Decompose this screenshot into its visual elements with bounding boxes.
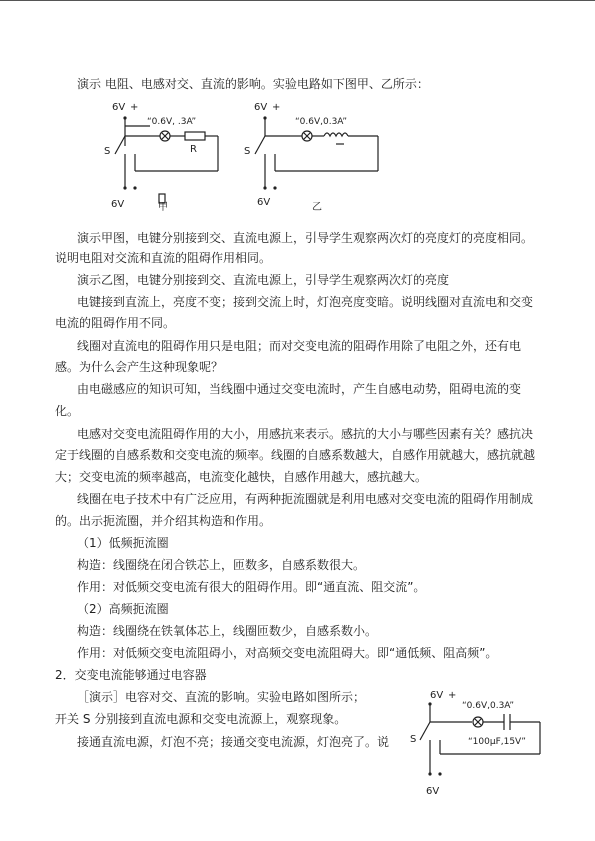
bing-capacitor-label: “100μF,15V” — [468, 737, 526, 747]
paragraph-line: 化。 — [55, 404, 80, 418]
yi-caption: 乙 — [312, 202, 322, 213]
paragraph-line: 构造：线圈绕在铁氧体芯上，线圈匝数少，自感系数小。 — [77, 624, 378, 638]
jia-bottom-voltage: 6V — [111, 199, 125, 210]
paragraph-line: 电感对交变电流阻碍作用的大小，用感抗来表示。感抗的大小与哪些因素有关？感抗决 — [77, 427, 534, 441]
yi-switch-label: S — [244, 146, 251, 157]
bing-switch-label: S — [410, 734, 417, 745]
circuit-diagrams-jia-yi — [90, 96, 390, 214]
bing-top-voltage: 6V — [430, 690, 444, 701]
section-heading: 2．交变电流能够通过电容器 — [55, 668, 207, 682]
paragraph-line: 作用：对低频交变电流有很大的阻碍作用。即“通直流、阻交流”。 — [77, 580, 426, 594]
paragraph-line: 说明电阻对交流和直流的阻碍作用相同。 — [55, 251, 272, 265]
paragraph-line: 电流的阻碍作用不同。 — [55, 316, 176, 330]
bing-lamp-label: “0.6V,0.3A” — [462, 701, 515, 711]
paragraph-line: 开关 S 分别接到直流电源和交变电流源上，观察现象。 — [55, 712, 347, 726]
paragraph-line: 线圈在电子技术中有广泛应用，有两种扼流圈就是利用电感对交变电流的阻碍作用制成 — [77, 492, 534, 506]
subheading-high-freq: （2）高频扼流圈 — [77, 602, 169, 616]
jia-resistor-label: R — [190, 144, 197, 155]
paragraph-line: 定于线圈的自感系数和交变电流的频率。线圈的自感系数越大，自感作用就越大，感抗就越 — [55, 448, 536, 462]
paragraph-line: 构造：线圈绕在闭合铁芯上，匝数多，自感系数很大。 — [77, 558, 366, 572]
paragraph-line: 作用：对低频交变电流阻碍小，对高频交变电流阻碍大。即“通低频、阻高频”。 — [77, 646, 498, 660]
paragraph-line: 由电磁感应的知识可知，当线圈中通过交变电流时，产生自感电动势，阻碍电流的变 — [77, 382, 522, 396]
yi-lamp-label: “0.6V,0.3A” — [295, 117, 348, 127]
paragraph-line: ［演示］电容对交、直流的影响。实验电路如图所示； — [77, 690, 366, 704]
jia-switch-label: S — [104, 146, 111, 157]
jia-top-voltage: 6V — [112, 102, 126, 113]
yi-top-polarity: + — [272, 102, 281, 113]
jia-lamp-label: “0.6V, .3A” — [147, 117, 197, 127]
paragraph-line: 接通直流电源，灯泡不亮；接通交变电流源，灯泡亮了。说 — [77, 735, 390, 749]
paragraph-line: 的。出示扼流圈，并介绍其构造和作用。 — [55, 514, 272, 528]
paragraph-line: 大；交变电流的频率越高，电流变化越快，自感作用越大，感抗越大。 — [55, 470, 428, 484]
paragraph-line: 电键接到直流上，亮度不变；接到交流上时，灯泡亮度变暗。说明线圈对直流电和交变 — [77, 295, 534, 309]
bing-top-polarity: + — [448, 690, 457, 701]
paragraph-line: 感。为什么会产生这种现象呢？ — [55, 360, 224, 374]
circuit-diagram-capacitor — [408, 686, 558, 802]
paragraph-line: 演示乙图，电键分别接到交、直流电源上，引导学生观察两次灯的亮度 — [77, 273, 450, 287]
jia-top-polarity: + — [130, 102, 139, 113]
yi-top-voltage: 6V — [254, 102, 268, 113]
yi-bottom-voltage: 6V — [257, 197, 271, 208]
intro-line: 演示 电阻、电感对交、直流的影响。实验电路如下图甲、乙所示： — [77, 77, 429, 91]
bing-bottom-voltage: 6V — [426, 786, 440, 797]
paragraph-line: 线圈对直流电的阻碍作用只是电阻；而对交变电流的阻碍作用除了电阻之外，还有电 — [77, 339, 522, 353]
paragraph-line: 演示甲图，电键分别接到交、直流电源上，引导学生观察两次灯的亮度灯的亮度相同。 — [77, 231, 534, 245]
page-top-border — [0, 0, 595, 1]
subheading-low-freq: （1）低频扼流圈 — [77, 536, 169, 550]
jia-caption: 甲 — [158, 202, 168, 213]
